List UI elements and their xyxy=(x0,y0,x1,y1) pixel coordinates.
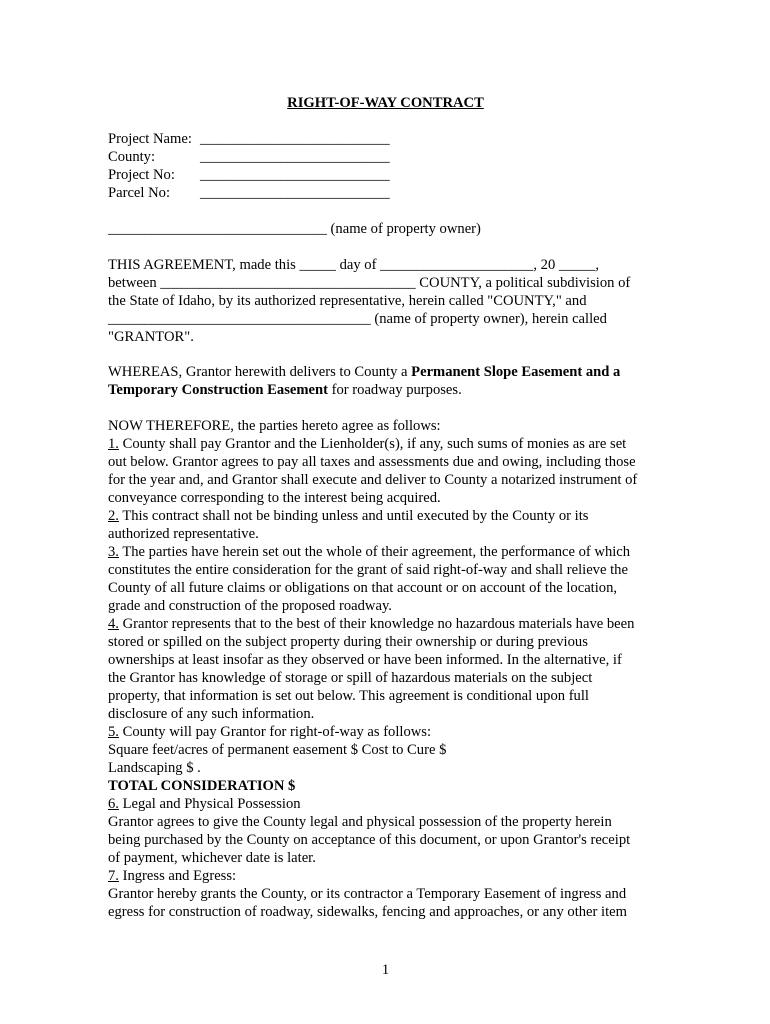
field-label: Project No: xyxy=(108,167,175,183)
clause-number: 7. xyxy=(108,868,119,884)
clause-1-line-1 xyxy=(108,435,626,453)
clause-number: 5. xyxy=(108,724,119,740)
total-consideration: TOTAL CONSIDERATION $ xyxy=(108,778,296,794)
clause-4-line-5: property, that information is set out below. This agreement is conditional upon full xyxy=(108,688,589,704)
clause-2-line-2: authorized representative. xyxy=(108,526,259,542)
clause-5-line-1 xyxy=(108,723,431,741)
agreement-line-5: "GRANTOR". xyxy=(108,329,194,345)
field-project-no xyxy=(108,166,390,184)
now-therefore: NOW THEREFORE, the parties hereto agree as follows: xyxy=(108,418,441,434)
owner-blank: ______________________________ xyxy=(108,221,327,237)
agreement-line-1: THIS AGREEMENT, made this _____ day of _____________________, 20 _____, xyxy=(108,257,600,273)
clause-text: The parties have herein set out the whole of their agreement, the performance of which xyxy=(118,544,631,560)
agreement-line-3: the State of Idaho, by its authorized representative, herein called "COUNTY," and xyxy=(108,293,587,309)
clause-heading: Ingress and Egress: xyxy=(118,868,237,884)
field-label: Project Name: xyxy=(108,131,192,147)
field-project-name xyxy=(108,130,390,148)
field-label: Parcel No: xyxy=(108,185,171,201)
clause-number: 4. xyxy=(108,616,119,632)
clause-text: Square feet/acres of permanent easement $ Cost to Cure $ xyxy=(108,742,447,758)
owner-label: (name of property owner) xyxy=(326,221,481,237)
field-blank: __________________________ xyxy=(200,167,390,183)
clause-6-heading xyxy=(108,795,301,813)
clause-number: 2. xyxy=(108,508,119,524)
whereas-line-2 xyxy=(108,381,462,399)
field-blank: __________________________ xyxy=(200,149,390,165)
clause-7-line-1: Grantor hereby grants the County, or its contractor a Temporary Easement of ingress and xyxy=(108,886,627,902)
clause-6-line-3: of payment, whichever date is later. xyxy=(108,850,316,866)
agreement-line-2: between ___________________________________ COUNTY, a political subdivision of xyxy=(108,275,631,291)
clause-6-line-1: Grantor agrees to give the County legal and physical possession of the property herein xyxy=(108,814,612,830)
clause-3-line-3: County of all future claims or obligations on that account or on account of the location, xyxy=(108,580,618,596)
field-blank: __________________________ xyxy=(200,185,390,201)
agreement-line-4: ____________________________________ (name of property owner), herein called xyxy=(108,311,607,327)
clause-text: County shall pay Grantor and the Lienholder(s), if any, such sums of monies as are set xyxy=(118,436,627,452)
clause-number: 3. xyxy=(108,544,119,560)
clause-1-line-4: conveyance corresponding to the interest being acquired. xyxy=(108,490,441,506)
field-county xyxy=(108,148,390,166)
document-title: RIGHT-OF-WAY CONTRACT xyxy=(287,95,484,111)
clause-5-line-2 xyxy=(108,741,446,759)
clause-5-line-3: Landscaping $ . xyxy=(108,760,201,776)
owner-line xyxy=(108,220,481,238)
clause-4-line-4: the Grantor has knowledge of storage or spill of hazardous materials on the subject xyxy=(108,670,593,686)
clause-heading: Legal and Physical Possession xyxy=(118,796,301,812)
clause-text: County will pay Grantor for right-of-way as follows: xyxy=(118,724,432,740)
clause-4-line-2: stored or spilled on the subject property during their ownership or during previous xyxy=(108,634,588,650)
clause-text: This contract shall not be binding unless and until executed by the County or its xyxy=(118,508,589,524)
clause-number: 6. xyxy=(108,796,119,812)
clause-1-line-3: for the year and, and Grantor shall execute and deliver to County a notarized instrument of xyxy=(108,472,638,488)
clause-4-line-3: ownerships at least insofar as they observed or have been informed. In the alternative, if xyxy=(108,652,622,668)
clause-text: Grantor represents that to the best of their knowledge no hazardous materials have been xyxy=(118,616,635,632)
field-parcel-no xyxy=(108,184,390,202)
whereas-bold-1: Permanent Slope Easement and a xyxy=(411,364,621,380)
whereas-post: for roadway purposes. xyxy=(327,382,462,398)
whereas-text: WHEREAS, Grantor herewith delivers to County a xyxy=(108,364,412,380)
clause-2-line-1 xyxy=(108,507,588,525)
clause-number: 1. xyxy=(108,436,119,452)
clause-3-line-2: constitutes the entire consideration for the grant of said right-of-way and shall relieve the xyxy=(108,562,628,578)
clause-4-line-1 xyxy=(108,615,634,633)
whereas-bold-2: Temporary Construction Easement xyxy=(108,382,328,398)
clause-4-line-6: disclosure of any such information. xyxy=(108,706,315,722)
page-number: 1 xyxy=(381,962,390,978)
field-label: County: xyxy=(108,149,156,165)
clause-3-line-1 xyxy=(108,543,630,561)
field-blank: __________________________ xyxy=(200,131,390,147)
clause-1-line-2: out below. Grantor agrees to pay all taxes and assessments due and owing, including those xyxy=(108,454,636,470)
whereas-line-1 xyxy=(108,363,620,381)
clause-7-heading xyxy=(108,867,236,885)
clause-6-line-2: being purchased by the County on acceptance of this document, or upon Grantor's receipt xyxy=(108,832,631,848)
clause-3-line-4: grade and construction of the proposed roadway. xyxy=(108,598,392,614)
clause-7-line-2: egress for construction of roadway, sidewalks, fencing and approaches, or any other item xyxy=(108,904,627,920)
